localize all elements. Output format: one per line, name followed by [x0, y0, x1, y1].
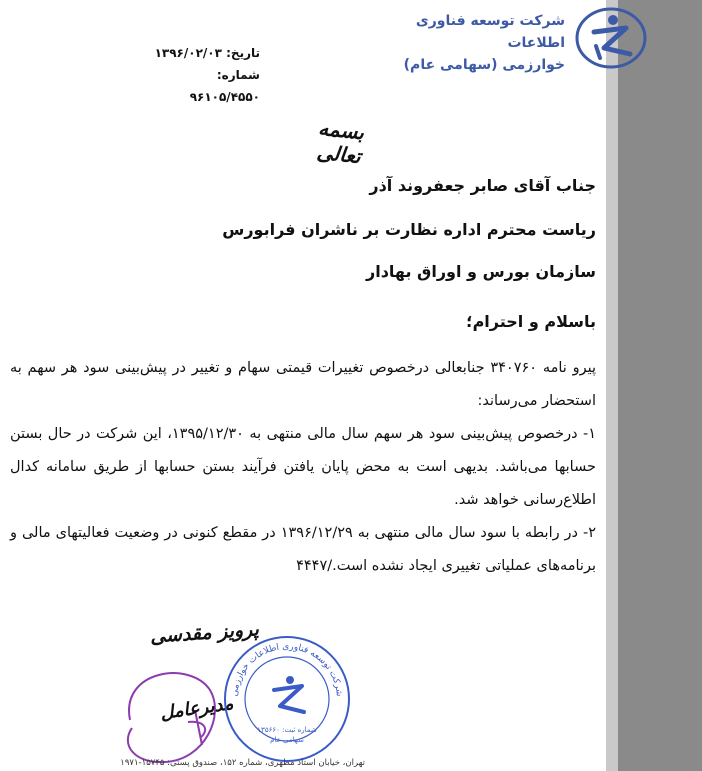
company-seal-icon: [222, 634, 352, 764]
invocation: بسمه تعالی: [315, 115, 366, 169]
company-header: [360, 10, 565, 76]
scan-edge: [606, 0, 702, 771]
addressee-title: ریاست محترم اداره نظارت بر ناشران فرابورس: [222, 220, 596, 239]
date-label: تاریخ:: [226, 46, 260, 60]
number-label: شماره:: [216, 68, 260, 82]
company-type: خوارزمی (سهامی عام): [403, 57, 565, 73]
seal-type: سهامی عام: [270, 736, 304, 744]
company-name: شرکت توسعه فناوری اطلاعات: [415, 13, 565, 51]
seal-reg: شماره ثبت: ۱۳۵۶۶۰: [257, 726, 317, 734]
date-value: ۱۳۹۶/۰۲/۰۳: [154, 46, 222, 60]
item-1: ۱- درخصوص پیش‌بینی سود هر سهم سال مالی منتهی به ۱۳۹۵/۱۲/۳۰، این شرکت در حال بستن حسابها می‌باشد. بدیهی است به محض پایان یافتن فرآیند بستن حسابها از طریق سامانه کدال اطلاع‌رسانی خواهد شد.: [10, 426, 596, 508]
signatory-name: پرویز مقدسی: [149, 618, 260, 648]
addressee-org: سازمان بورس و اوراق بهادار: [366, 262, 596, 281]
greeting: باسلام و احترام؛: [466, 312, 596, 331]
signatory-title: مدیرعامل: [158, 692, 235, 725]
letter-body: [10, 352, 596, 583]
seal-ring-text: شرکت توسعه فناوری اطلاعات خوارزمی: [229, 641, 345, 698]
addressee-name: جناب آقای صابر جعفروند آذر: [369, 176, 596, 195]
letter-meta: [150, 42, 260, 108]
item-2: ۲- در رابطه با سود سال مالی منتهی به ۱۳۹۶/۱۲/۲۹ در مقطع کنونی در وضعیت فعالیتهای مالی و برنامه‌های عملیاتی تغییری ایجاد نشده است./۴۴۴۷: [10, 525, 596, 574]
khwarazmi-logo-icon: [574, 6, 648, 70]
intro-paragraph: پیرو نامه ۳۴۰۷۶۰ جنابعالی درخصوص تغییرات قیمتی سهام و تغییر در پیش‌بینی سود هر سهم به استحضار می‌رساند:: [10, 360, 596, 409]
number-value: ۹۶۱۰۵/۴۵۵۰: [189, 90, 260, 104]
footer-address: تهران، خیابان استاد مطهری، شماره ۱۵۲، صندوق پستی: ۱۵۷۴۵-۱۹۷۱: [120, 758, 365, 768]
